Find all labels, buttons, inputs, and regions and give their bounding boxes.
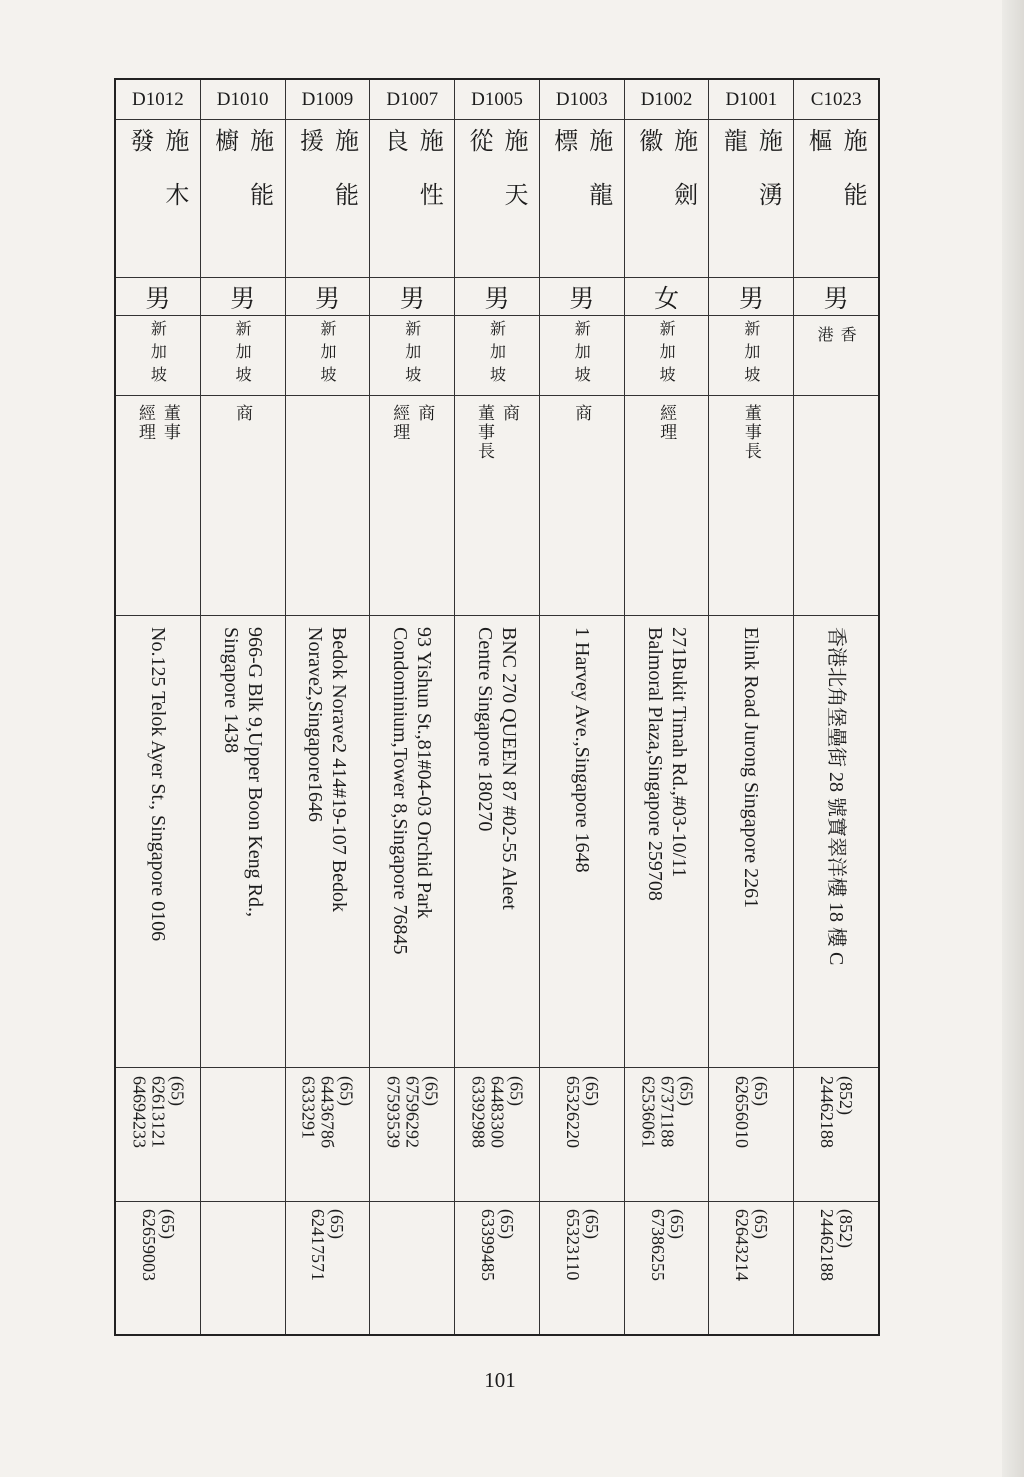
member-address: Elink Road Jurong Singapore 2261: [740, 626, 763, 908]
member-code-cell: [370, 80, 454, 120]
member-gender: 男: [399, 283, 425, 313]
member-name: 施湧龍: [719, 128, 783, 236]
title-cell: [116, 396, 200, 616]
member-gender: 男: [314, 283, 340, 313]
address-cell: [370, 616, 454, 1068]
fax-cell: [201, 1202, 285, 1334]
member-telephone: (65) 62613121 64694233: [129, 1075, 188, 1148]
gender-cell: [625, 278, 709, 316]
member-fax: (65) 67386255: [647, 1209, 687, 1281]
address-cell: [625, 616, 709, 1068]
nationality-cell: [286, 316, 370, 396]
telephone-cell: [540, 1068, 624, 1202]
member-gender: 男: [823, 283, 849, 313]
member-nationality: 新加坡: [741, 320, 761, 389]
person-column: [286, 80, 371, 1334]
member-code-cell: [286, 80, 370, 120]
nationality-cell: [370, 316, 454, 396]
address-cell: [116, 616, 200, 1068]
nationality-cell: [709, 316, 793, 396]
address-cell: [286, 616, 370, 1068]
member-fax: (65) 62417571: [308, 1209, 348, 1281]
member-nationality: 新加坡: [317, 320, 337, 389]
name-cell: [540, 120, 624, 278]
member-address: BNC 270 QUEEN 87 #02-55 Aleet Centre Singapore 180270: [474, 626, 521, 910]
member-name: 施劍徽: [634, 128, 698, 236]
member-code: C1023: [810, 88, 862, 110]
address-cell: [455, 616, 539, 1068]
gender-cell: [370, 278, 454, 316]
telephone-cell: [370, 1068, 454, 1202]
fax-cell: [709, 1202, 793, 1334]
member-gender: 女: [654, 283, 680, 313]
member-code: D1007: [386, 88, 439, 110]
member-telephone: (65) 65326220: [562, 1075, 602, 1148]
nationality-cell: [540, 316, 624, 396]
member-address: 966-G Blk 9,Upper Boon Keng Rd., Singapore 1438: [219, 626, 266, 917]
nationality-cell: [455, 316, 539, 396]
title-cell: [540, 396, 624, 616]
member-nationality: 新加坡: [657, 320, 677, 389]
name-cell: [455, 120, 539, 278]
member-telephone: (65) 64483300 63392988: [468, 1075, 527, 1148]
gender-cell: [709, 278, 793, 316]
member-gender: 男: [484, 283, 510, 313]
member-name: 施能櫥: [210, 128, 274, 236]
member-code-cell: [709, 80, 793, 120]
telephone-cell: [794, 1068, 878, 1202]
fax-cell: [286, 1202, 370, 1334]
member-fax: (65) 65323110: [562, 1209, 602, 1281]
member-title: 商 董事長: [474, 404, 520, 461]
member-code: D1010: [216, 88, 269, 110]
member-fax: (65) 62659003: [138, 1209, 178, 1281]
member-code: D1009: [301, 88, 354, 110]
member-gender: 男: [230, 283, 256, 313]
nationality-cell: [201, 316, 285, 396]
name-cell: [370, 120, 454, 278]
address-cell: [794, 616, 878, 1068]
roster-table: [114, 78, 880, 1336]
member-gender: 男: [145, 283, 171, 313]
nationality-cell: [625, 316, 709, 396]
member-telephone: (65) 67371188 62536061: [638, 1075, 697, 1148]
page-edge: [1002, 0, 1024, 1477]
member-address: Bedok Norave2 414#19-107 Bedok Norave2,Singapore1646: [304, 626, 351, 912]
member-code: D1002: [640, 88, 693, 110]
member-name: 施龍標: [549, 128, 613, 236]
title-cell: [794, 396, 878, 616]
member-name: 施性良: [380, 128, 444, 236]
member-title: 董事長: [740, 404, 761, 461]
member-title: 董事 經理: [134, 404, 180, 442]
member-gender: 男: [738, 283, 764, 313]
member-telephone: (65) 6443678б 6333291: [298, 1075, 357, 1148]
gender-cell: [201, 278, 285, 316]
title-cell: [455, 396, 539, 616]
name-cell: [625, 120, 709, 278]
member-address: 1 Harvey Ave.,Singapore 1648: [570, 626, 593, 873]
member-code-cell: [116, 80, 200, 120]
member-telephone: (852) 24462188: [817, 1075, 857, 1148]
title-cell: [370, 396, 454, 616]
person-column: [116, 80, 201, 1334]
gender-cell: [286, 278, 370, 316]
fax-cell: [625, 1202, 709, 1334]
person-column: [370, 80, 455, 1334]
member-nationality: 新加坡: [233, 320, 253, 389]
member-name: 施木發: [125, 128, 189, 236]
member-title: 商: [571, 404, 592, 423]
member-nationality: 新加坡: [148, 320, 168, 389]
member-fax: (65) 63399485: [478, 1209, 518, 1281]
member-telephone: (65) 62656010: [732, 1075, 772, 1148]
address-cell: [709, 616, 793, 1068]
person-column: [455, 80, 540, 1334]
member-address: No.125 Telok Ayer St., Singapore 0106: [146, 626, 169, 941]
member-code-cell: [625, 80, 709, 120]
nationality-cell: [116, 316, 200, 396]
page-number: 101: [484, 1368, 516, 1392]
name-cell: [116, 120, 200, 278]
member-name: 施天從: [465, 128, 529, 236]
title-cell: [286, 396, 370, 616]
member-title: 商 經理: [389, 404, 435, 442]
member-name: 施能援: [295, 128, 359, 236]
person-column: [540, 80, 625, 1334]
member-title: 經理: [656, 404, 677, 442]
title-cell: [201, 396, 285, 616]
person-column: [794, 80, 878, 1334]
gender-cell: [794, 278, 878, 316]
member-code: D1001: [725, 88, 778, 110]
member-code: D1005: [471, 88, 523, 110]
member-code-cell: [455, 80, 539, 120]
title-cell: [709, 396, 793, 616]
member-telephone: (65) 67596292 67593539: [383, 1075, 442, 1148]
fax-cell: [370, 1202, 454, 1334]
person-column: [625, 80, 710, 1334]
member-gender: 男: [569, 283, 595, 313]
member-code-cell: [540, 80, 624, 120]
telephone-cell: [116, 1068, 200, 1202]
name-cell: [709, 120, 793, 278]
member-fax: (852) 24462188: [817, 1209, 857, 1281]
name-cell: [794, 120, 878, 278]
fax-cell: [116, 1202, 200, 1334]
member-code: D1012: [132, 88, 184, 110]
telephone-cell: [286, 1068, 370, 1202]
member-code-cell: [201, 80, 285, 120]
telephone-cell: [201, 1068, 285, 1202]
member-address: 271Bukit Timah Rd.,#03-10/11 Balmoral Plaza,Singapore 259708: [643, 626, 690, 901]
gender-cell: [455, 278, 539, 316]
member-title: 商: [232, 404, 253, 423]
fax-cell: [540, 1202, 624, 1334]
member-fax: (65) 62643214: [732, 1209, 772, 1281]
name-cell: [201, 120, 285, 278]
fax-cell: [455, 1202, 539, 1334]
member-code: D1003: [555, 88, 608, 110]
gender-cell: [540, 278, 624, 316]
fax-cell: [794, 1202, 878, 1334]
member-nationality: 新加坡: [487, 320, 507, 389]
member-nationality: 新加坡: [572, 320, 592, 389]
title-cell: [625, 396, 709, 616]
member-nationality: 香港: [815, 326, 858, 364]
address-cell: [201, 616, 285, 1068]
telephone-cell: [625, 1068, 709, 1202]
member-address: 93 Yishun St.,81#04-03 Orchid Park Condominium,Tower 8,Singapore 76845: [389, 626, 436, 954]
name-cell: [286, 120, 370, 278]
nationality-cell: [794, 316, 878, 396]
member-code-cell: [794, 80, 878, 120]
telephone-cell: [455, 1068, 539, 1202]
person-column: [201, 80, 286, 1334]
address-cell: [540, 616, 624, 1068]
member-name: 施能樞: [804, 128, 868, 236]
gender-cell: [116, 278, 200, 316]
member-nationality: 新加坡: [402, 320, 422, 389]
telephone-cell: [709, 1068, 793, 1202]
person-column: [709, 80, 794, 1334]
member-address: 香港北角堡壘街 28 號寶翠洋樓 18 樓 C: [825, 626, 848, 965]
